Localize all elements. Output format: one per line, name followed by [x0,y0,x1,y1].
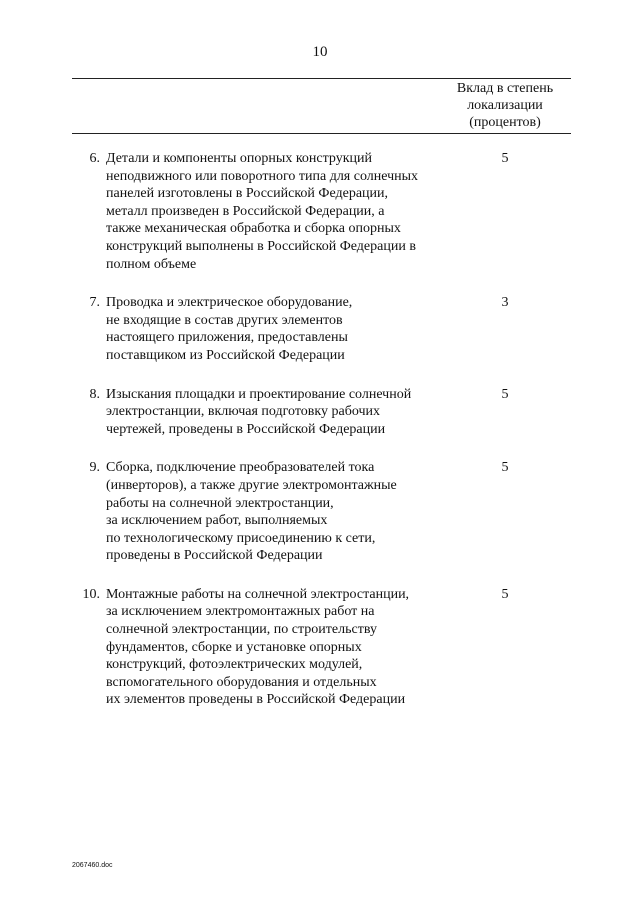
row-description: Детали и компоненты опорных конструкций неподвижного или поворотного типа для солнечных панелей изготовлены в Российской Федерации, металл произведен в Российской Федерации, а также механическая обработка и сборка опорных конструкций выполнены в Российской Федерации в полном объеме [106,151,419,272]
table-row [72,586,571,709]
row-description: Проводка и электрическое оборудование, не входящие в состав других элементов настоящего приложения, предоставлены поставщиком из Российской Федерации [106,295,353,363]
row-value: 3 [501,295,509,311]
value-column-header: Вклад в степень локализации (процентов) [456,81,554,130]
table-top-rule [72,78,571,79]
row-value: 5 [501,460,509,476]
page-number: 10 [312,44,328,60]
row-value: 5 [501,151,509,166]
table-row [72,386,571,439]
table-body [72,150,571,730]
row-number: 7. [89,295,100,311]
row-number: 9. [89,460,100,476]
table-row [72,294,571,364]
table-row [72,150,571,273]
row-value: 5 [501,586,509,602]
row-value: 5 [501,386,509,402]
row-number: 10. [82,586,100,602]
table-header-rule [72,133,571,134]
table-row [72,459,571,565]
row-description: Изыскания площадки и проектирование солнечной электростанции, включая подготовку рабочих чертежей, проведены в Российской Федерации [106,386,412,437]
row-number: 6. [89,151,100,166]
row-description: Сборка, подключение преобразователей тока (инверторов), а также другие электромонтажные работы на солнечной электростанции, за исключением работ, выполняемых по технологическому присоединению к сети, проведены в Российской Федерации [106,460,397,564]
row-number: 8. [89,386,100,402]
row-description: Монтажные работы на солнечной электростанции, за исключением электромонтажных работ на солнечной электростанции, по строительству фундаментов, сборке и установке опорных конструкций, фотоэлектрических модулей, вспомогательного оборудования и отдельных их элементов проведены в Российской Федерации [106,586,410,708]
document-filename: 2067460.doc [72,862,113,869]
